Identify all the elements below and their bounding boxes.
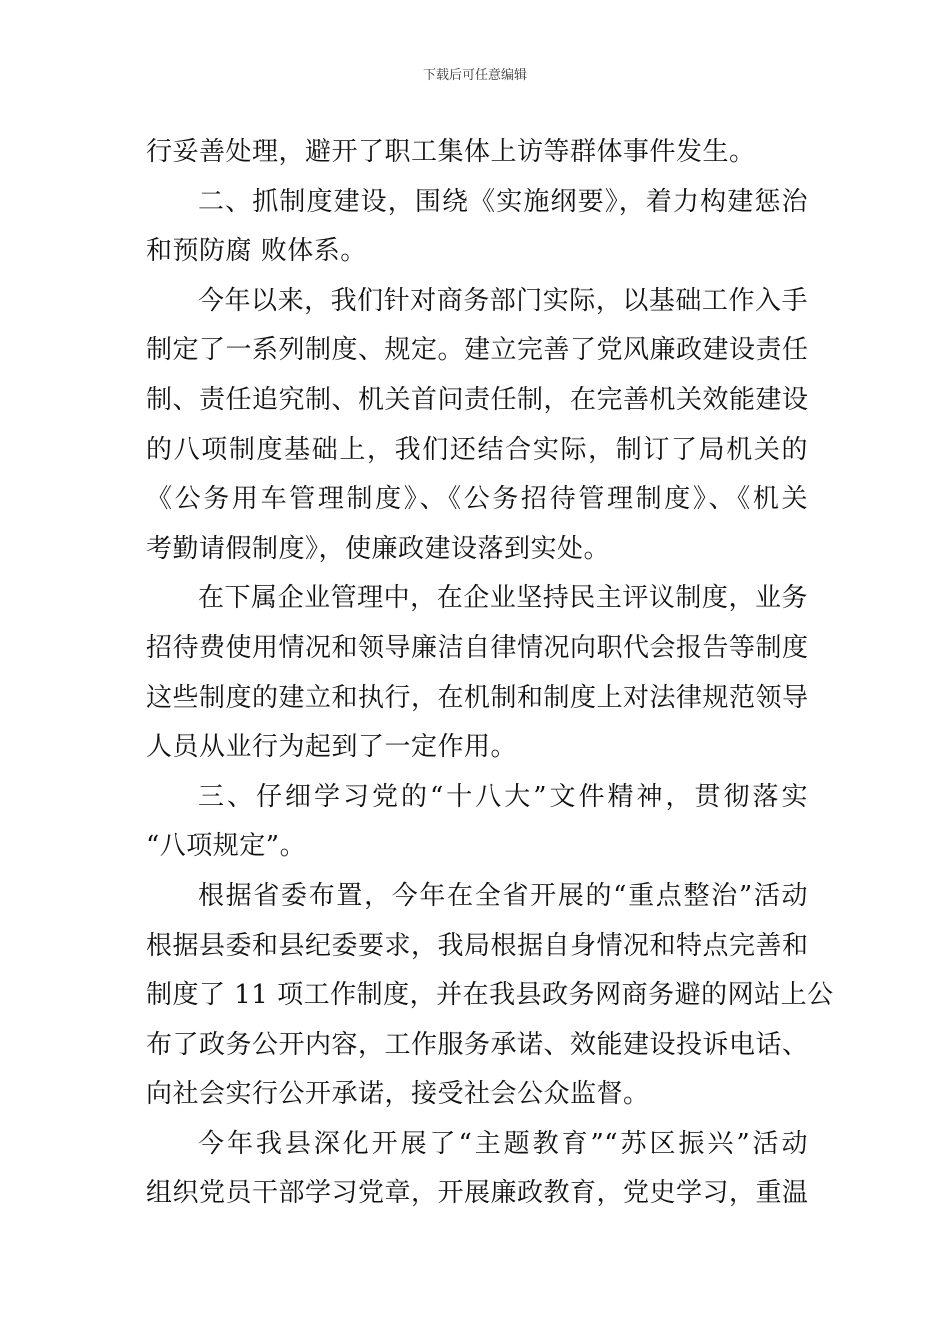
paragraph-start-line: 根据省委布置，今年在全省开展的“重点整治”活动	[198, 880, 808, 911]
paragraph-start-line: 今年我县深化开展了“主题教育”“苏区振兴”活动	[198, 1128, 808, 1159]
text-line: 这些制度的建立和执行，在机制和制度上对法律规范领导	[146, 682, 809, 713]
text-line: 制度了 11 项工作制度，并在我县政务网商务避的网站上公	[146, 980, 834, 1011]
text-line: 招待费使用情况和领导廉洁自律情况向职代会报告等制度	[146, 632, 809, 663]
text-line: 组织党员干部学习党章，开展廉政教育，党史学习，重温	[146, 1178, 809, 1209]
text-line: 和预防腐 败体系。	[146, 236, 367, 267]
section-heading: 三、仔细学习党的“十八大”文件精神，贯彻落实	[198, 781, 808, 812]
document-body	[146, 128, 834, 1219]
text-line: 考勤请假制度》，使廉政建设落到实处。	[146, 533, 611, 564]
page-header: 下载后可任意编辑	[422, 68, 527, 83]
section-heading: 二、抓制度建设，围绕《实施纲要》，着力构建惩治	[198, 186, 808, 217]
text-line: 制、责任追究制、机关首问责任制，在完善机关效能建设	[146, 384, 809, 415]
text-line: “八项规定”。	[146, 831, 307, 862]
text-line: 制定了一系列制度、规定。建立完善了党风廉政建设责任	[146, 335, 809, 366]
paragraph-start-line: 今年以来，我们针对商务部门实际，以基础工作入手	[198, 285, 808, 316]
text-line: 人员从业行为起到了一定作用。	[146, 732, 518, 763]
text-line: 向社会实行公开承诺，接受社会公众监督。	[146, 1079, 650, 1110]
text-line: 《公务用车管理制度》、《公务招待管理制度》、《机关	[146, 484, 808, 515]
text-line: 的八项制度基础上，我们还结合实际，制订了局机关的	[146, 434, 808, 465]
text-line: 行妥善处理，避开了职工集体上访等群体事件发生。	[146, 137, 756, 167]
paragraph-start-line: 在下属企业管理中，在企业坚持民主评议制度，业务	[198, 583, 808, 614]
text-line: 布了政务公开内容，工作服务承诺、效能建设投诉电话、	[146, 1029, 809, 1060]
text-line: 根据县委和县纪委要求，我局根据自身情况和特点完善和	[146, 930, 809, 961]
